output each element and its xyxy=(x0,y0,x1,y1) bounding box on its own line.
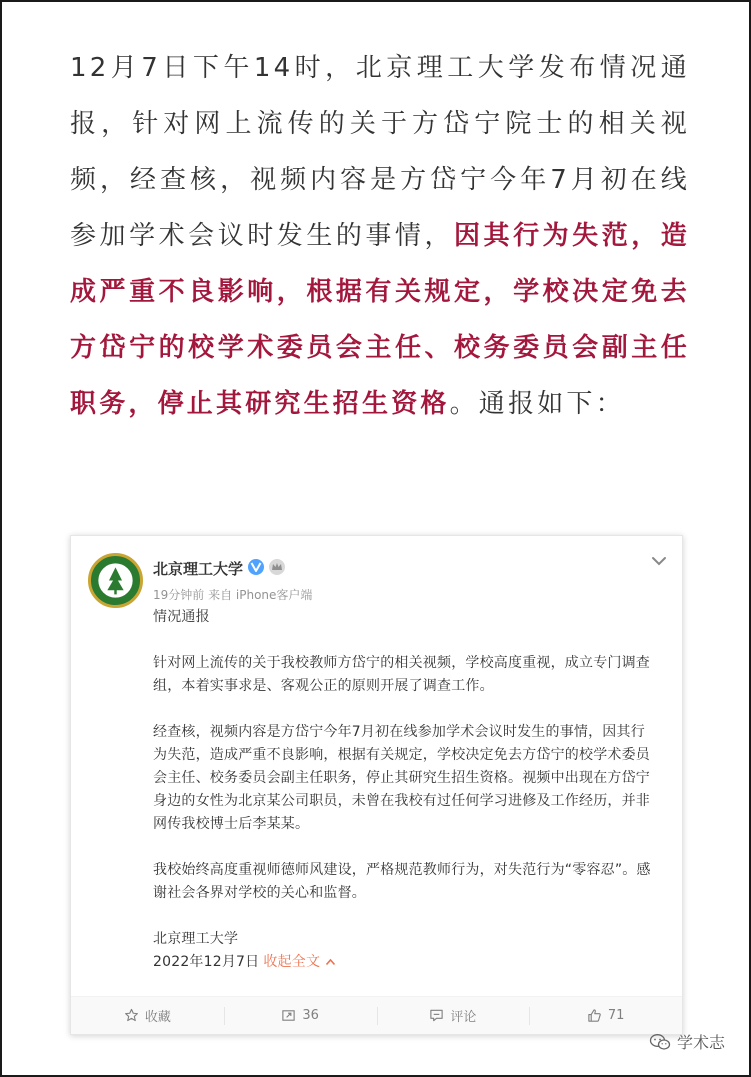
star-icon xyxy=(124,1008,139,1023)
comment-button[interactable] xyxy=(377,997,530,1034)
chevron-up-icon xyxy=(325,958,336,966)
action-bar xyxy=(71,996,682,1034)
watermark xyxy=(649,1030,725,1053)
thumbs-up-icon xyxy=(587,1008,602,1023)
favorite-label: 收藏 xyxy=(144,1010,171,1025)
collapse-label: 收起全文 xyxy=(263,954,321,970)
post-meta: 19分钟前 来自 iPhone客户端 xyxy=(153,588,313,602)
favorite-button[interactable] xyxy=(71,997,224,1034)
post-date: 2022年12月7日 xyxy=(153,954,260,970)
like-count: 71 xyxy=(607,1008,625,1023)
user-name[interactable]: 北京理工大学 xyxy=(153,560,244,578)
repost-button[interactable] xyxy=(224,997,377,1034)
post-title: 情况通报 xyxy=(153,609,210,625)
post-paragraph: 经查核，视频内容是方岱宁今年7月初在线参加学术会议时发生的事情，因其行为失范，造成严重不良影响，根据有关规定，学校决定免去方岱宁的校学术委员会主任、校务委员会副主任职务，停止其研究生招生资格。视频中出现在方岱宁身边的女性为北京某公司职员，未曾在我校有过任何学习进修及工作经历，并非网传我校博士后李某某。 xyxy=(153,724,650,832)
post-body xyxy=(153,606,657,974)
comment-icon xyxy=(429,1008,444,1023)
chevron-down-icon[interactable] xyxy=(650,554,668,568)
verified-v-icon xyxy=(247,558,265,576)
repost-icon xyxy=(281,1008,296,1023)
post-paragraph: 我校始终高度重视师德师风建设，严格规范教师行为，对失范行为“零容忍”。感谢社会各界对学校的关心和监督。 xyxy=(153,862,651,901)
avatar[interactable] xyxy=(88,553,143,608)
post-signature: 北京理工大学 xyxy=(153,931,239,947)
weibo-post-card xyxy=(70,535,683,1035)
article-highlight-text: 因其行为失范，造成严重不良影响，根据有关规定，学校决定免去方岱宁的校学术委员会主任、校务委员会副主任职务，停止其研究生招生资格 xyxy=(70,221,690,419)
wechat-icon xyxy=(649,1033,671,1051)
crown-rank-icon xyxy=(268,558,286,576)
post-date-line xyxy=(153,951,657,974)
post-paragraph: 针对网上流传的关于我校教师方岱宁的相关视频，学校高度重视，成立专门调查组，本着实事求是、客观公正的原则开展了调查工作。 xyxy=(153,655,650,694)
collapse-text-link[interactable] xyxy=(263,954,335,970)
repost-count: 36 xyxy=(302,1008,319,1023)
comment-label: 评论 xyxy=(450,1010,477,1025)
article-text: 。通报如下： xyxy=(449,389,625,419)
article-text: 12月7日下午14时，北京理工大学发布情况通报，针对网上流传的关于方岱宁院士的相关视频，经查核，视频内容是方岱宁今年7月初在线参加学术会议时发生的事情， xyxy=(70,53,690,251)
article-paragraph xyxy=(70,40,690,432)
like-button[interactable] xyxy=(529,997,682,1034)
watermark-label: 学术志 xyxy=(676,1033,725,1052)
